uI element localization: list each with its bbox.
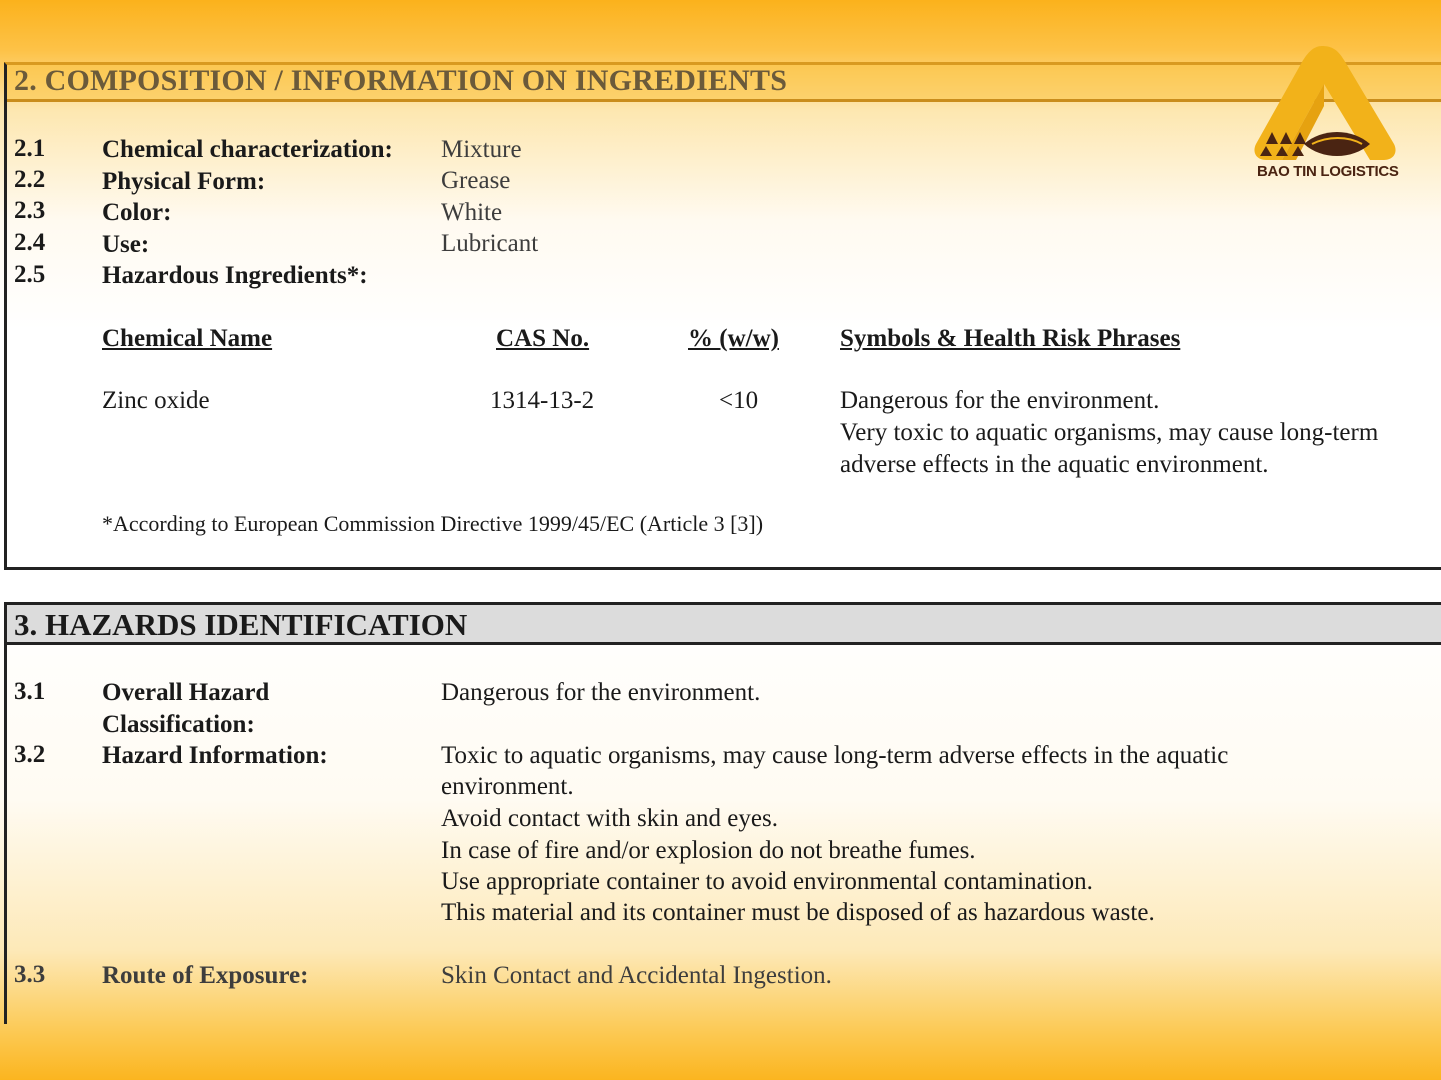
section-2-title: 2. COMPOSITION / INFORMATION ON INGREDIENTS [14, 64, 788, 97]
field-label-line: Route of Exposure: [102, 962, 309, 989]
table-cell-phrase-line: Dangerous for the environment. [840, 387, 1160, 414]
row-number: 3.3 [14, 961, 46, 988]
field-label-line: Overall Hazard [102, 679, 270, 706]
field-value: Lubricant [441, 230, 539, 257]
table-header-chemical-name: Chemical Name [102, 325, 273, 352]
row-number: 3.2 [14, 741, 46, 768]
field-value: Skin Contact and Accidental Ingestion. [441, 962, 832, 989]
table-cell-phrase-line: adverse effects in the aquatic environment. [840, 451, 1269, 478]
field-value: Dangerous for the environment. [441, 679, 761, 706]
section-3-title: 3. HAZARDS IDENTIFICATION [14, 607, 468, 642]
table-cell-percent: <10 [719, 387, 759, 414]
field-value-line: Use appropriate container to avoid environmental contamination. [441, 868, 1093, 895]
table-cell-phrase-line: Very toxic to aquatic organisms, may cause long-term [840, 419, 1379, 446]
field-label: Chemical characterization: [102, 136, 393, 163]
table-cell-cas-no: 1314-13-2 [490, 387, 595, 414]
field-value: Mixture [441, 136, 522, 163]
field-label: Color: [102, 199, 172, 226]
field-label-line: Hazard Information: [102, 742, 328, 769]
field-value: White [441, 199, 503, 226]
row-number: 2.2 [14, 166, 46, 193]
row-number: 2.1 [14, 135, 46, 162]
row-number: 3.1 [14, 678, 46, 705]
row-number: 2.3 [14, 197, 46, 224]
table-header-symbols: Symbols & Health Risk Phrases [840, 325, 1181, 352]
field-label: Physical Form: [102, 168, 266, 195]
field-label-line: Classification: [102, 711, 255, 738]
field-value-line: This material and its container must be disposed of as hazardous waste. [441, 899, 1155, 926]
row-number: 2.5 [14, 261, 46, 288]
logo-text: BAO TIN LOGISTICS [1257, 163, 1399, 180]
field-label: Hazardous Ingredients*: [102, 262, 368, 289]
footnote: *According to European Commission Directive 1999/45/EC (Article 3 [3]) [102, 511, 764, 536]
table-header-percent: % (w/w) [688, 325, 779, 352]
row-number: 2.4 [14, 229, 46, 256]
field-label: Use: [102, 231, 150, 258]
table-header-cas-no: CAS No. [496, 325, 590, 352]
field-value: Grease [441, 167, 511, 194]
field-value-line: Avoid contact with skin and eyes. [441, 805, 778, 832]
field-value-line: In case of fire and/or explosion do not breathe fumes. [441, 837, 976, 864]
field-value-line: Toxic to aquatic organisms, may cause long-term adverse effects in the aquatic [441, 742, 1229, 769]
table-cell-chemical-name: Zinc oxide [102, 387, 210, 414]
field-value-line: environment. [441, 773, 574, 800]
